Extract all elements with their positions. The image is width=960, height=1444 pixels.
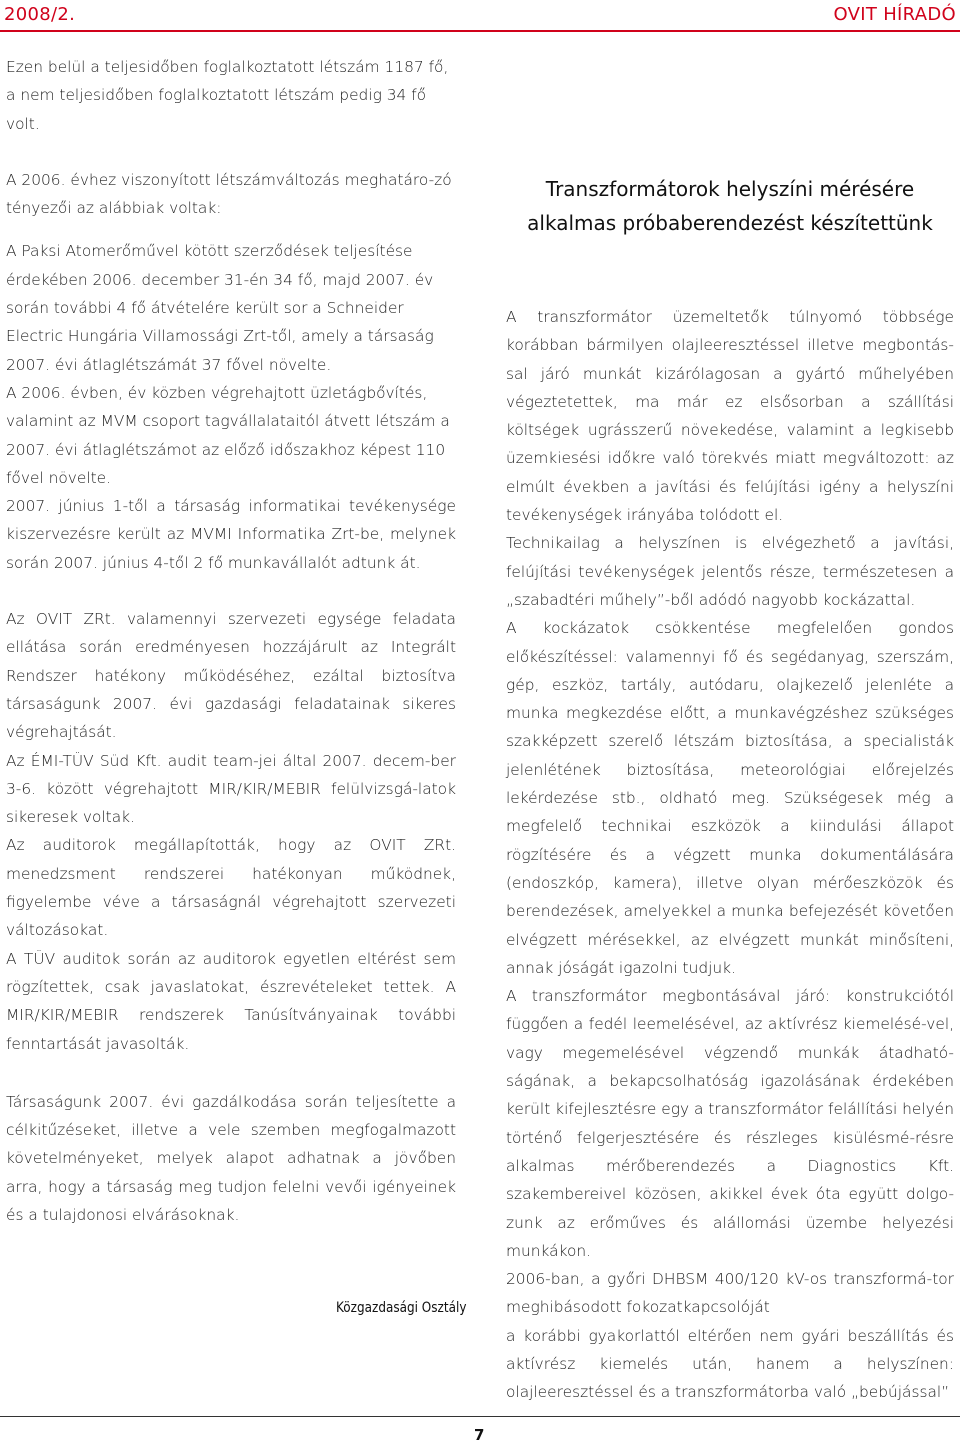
paragraph: Az ÉMI-TÜV Süd Kft. audit team-jei által 2007. decem-ber 3-6. között végrehajtott MIR/KIR/MEBIR felülvizsgá-latok sikeresek voltak. (6, 751, 456, 827)
paragraph: A TÜV auditok során az auditorok egyetlen eltérést sem rögzítettek, csak javaslatokat, észrevételeket tettek. A MIR/KIR/MEBIR rendszerek Tanúsítványainak további fenntartását javasolták. (6, 949, 456, 1053)
paragraph: 2007. június 1-től a társaság informatikai tevékenysége kiszervezésre került az MVMI Informatika Zrt-be, melynek során 2007. június 4-től 2 fő munkavállalót adtunk át. (6, 497, 456, 572)
paragraph: A kockázatok csökkentése megfelelően gondos előkészítéssel: valamennyi fő és segédanyag, szerszám, gép, eszköz, tartály, autódaru, olajkezelő jelenléte a munka megkezdése előtt, a munkavégzéshez szükséges szakképzett szerelő létszám biztosítása, a specialisták jelenlétének biztosítása, meteorológiai előrejelzés lekérdezése stb., oldható meg. Szükségesek még a megfelelő technikai eszközök a kiindulási állapot rögzítésére és a végzett munka dokumentálására (endoszkóp, kamera), illetve olyan mérőeszközök és berendezések, amelyekkel a munka befejezését követően elvégzett mérésekkel, az elvégzett munkát minősíteni, annak jóságát igazolni tudjuk. (506, 619, 954, 977)
paragraph: 2006-ban, a győri DHBSM 400/120 kV-os transzformá-tor meghibásodott fokozatkapcsolóját (506, 1270, 954, 1317)
paragraph: A transzformátor üzemeltetők túlnyomó többsége korábban bármilyen olajleeresztéssel illetve megbontás-sal járó munkát kizárólagosan a gyártó műhelyében végeztetettek, ma már ez elsősorban a szállítási költségek ugrásszerű növekedése, valamint a legkisebb üzemkiesési időkre való törekvés miatt megváltozott: az elmúlt években a javítási és felújítási igény a helyszíni tevékenységek irányába tolódott el. (506, 308, 954, 525)
article-title-line: alkalmas próbaberendezést készítettünk (527, 211, 933, 235)
article-title-line: Transzformátorok helyszíni mérésére (545, 177, 915, 201)
paragraph: Társaságunk 2007. évi gazdálkodása során teljesítette a célkitűzéseket, illetve a vele szemben megfogalmazott követelményeket, melyek alapot adhatnak a jövőben arra, hogy a társaság meg tudjon felelni vevői igényeinek és a tulajdonosi elvárásoknak. (6, 1092, 456, 1224)
paragraph: A Paksi Atomerőművel kötött szerződések teljesítése érdekében 2006. december 31-én 34 fő, majd 2007. év során további 4 fő átvételére került sor a Schneider Electric Hungária Villamossági Zrt-től, amely a társaság 2007. évi átlaglétszámát 37 fővel növelte. (6, 242, 434, 374)
paragraph: Ezen belül a teljesidőben foglalkoztatott létszám 1187 fő, a nem teljesidőben foglalkoztatott létszám pedig 34 fő volt. (6, 58, 449, 133)
paragraph: A 2006. évben, év közben végrehajtott üzletágbővítés, valamint az MVM csoport tagvállalataitól átvett létszám a 2007. évi átlaglétszámot az előző időszakhoz képest 110 fővel növelte. (6, 383, 450, 487)
article-title (506, 172, 954, 240)
page-number: 7 (474, 1426, 485, 1444)
journal-title: OVIT HÍRADÓ (833, 4, 956, 25)
header-rule (0, 30, 960, 32)
footer-rule (0, 1416, 960, 1417)
right-column (506, 303, 954, 1407)
left-column (6, 53, 456, 1229)
paragraph: a korábbi gyakorlattól eltérően nem gyári beszállítás és aktívrész kiemelés után, hanem a helyszínen: olajleeresztéssel és a transzformátorba való „bebújással” (506, 1326, 954, 1402)
signature: Közgazdasági Osztály (336, 1300, 467, 1316)
page-header (0, 0, 960, 40)
issue-number: 2008/2. (4, 4, 76, 25)
paragraph: A 2006. évhez viszonyított létszámváltozás meghatáro-zó tényezői az alábbiak voltak: (6, 170, 452, 218)
paragraph: A transzformátor megbontásával járó: konstrukciótól függően a fedél leemelésével, az aktívrész kiemelésé-vel, vagy megemelésével végzendő munkák átadható-ságának, a bekapcsolhatóság igazolásának érdekében került kifejlesztésre egy a transzformátor felállítási helyén történő felgerjesztésére és részleges kisülésmé-résre alkalmas mérőberendezés a Diagnostics Kft. szakembereivel közösen, akikkel évek óta együtt dolgo-zunk az erőműves és alállomási üzembe helyezési munkákon. (506, 987, 954, 1260)
paragraph: Az auditorok megállapították, hogy az OVIT ZRt. menedzsment rendszerei hatékonyan működnek, figyelembe véve a társaságnál végrehajtott szervezeti változásokat. (6, 836, 456, 940)
paragraph: Technikailag a helyszínen is elvégezhető a javítási, felújítási tevékenységek jelentős része, természetesen a „szabadtéri műhely”-ből adódó nagyobb kockázattal. (506, 534, 954, 609)
paragraph: Az OVIT ZRt. valamennyi szervezeti egysége feladata ellátása során eredményesen hozzájárult az Integrált Rendszer hatékony működéséhez, ezáltal biztosítva társaságunk 2007. évi gazdasági feladatainak sikeres végrehajtását. (6, 610, 456, 742)
